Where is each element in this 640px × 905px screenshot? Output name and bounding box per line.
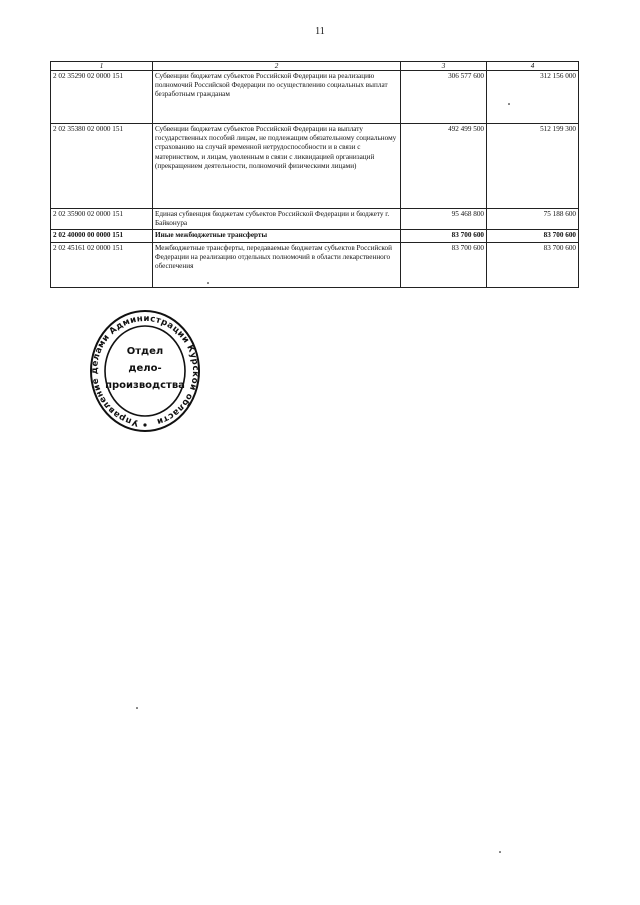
table-row <box>51 71 579 124</box>
scan-speck <box>508 103 510 105</box>
amount-cell: 83 700 600 <box>487 242 579 287</box>
table-row <box>51 124 579 209</box>
table-row <box>51 242 579 287</box>
table-row <box>51 209 579 230</box>
table-header-row <box>51 62 579 71</box>
stamp-line: дело- <box>128 363 162 374</box>
budget-name-cell: Единая субвенция бюджетам субъектов Российской Федерации и бюджету г. Байконура <box>153 209 401 230</box>
amount-cell: 75 188 600 <box>487 209 579 230</box>
budget-code-cell: 2 02 40000 00 0000 151 <box>51 230 153 242</box>
budget-name-cell: Субвенции бюджетам субъектов Российской Федерации на реализацию полномочий Российской Федерации по осуществлению социальных выплат безработным гражданам <box>153 71 401 124</box>
budget-code-cell: 2 02 45161 02 0000 151 <box>51 242 153 287</box>
scan-speck <box>499 851 501 853</box>
budget-name-cell: Иные межбюджетные трансферты <box>153 230 401 242</box>
amount-cell: 83 700 600 <box>487 230 579 242</box>
column-header: 4 <box>487 62 579 71</box>
amount-cell: 83 700 600 <box>401 242 487 287</box>
budget-table <box>50 61 579 288</box>
amount-cell: 492 499 500 <box>401 124 487 209</box>
stamp-line: Отдел <box>126 346 164 357</box>
amount-cell: 83 700 600 <box>401 230 487 242</box>
budget-code-cell: 2 02 35900 02 0000 151 <box>51 209 153 230</box>
budget-code-cell: 2 02 35290 02 0000 151 <box>51 71 153 124</box>
table-row-total <box>51 230 579 242</box>
budget-name-cell: Субвенции бюджетам субъектов Российской Федерации на выплату государственных пособий лицам, не подлежащим обязательному социальному страхованию на случай временной нетрудоспособности и в связи с материнством, и лицам, уволенным в связи с ликвидацией организаций (прекращением деятельности, полномочий физическими лицами) <box>153 124 401 209</box>
stamp-line: производства <box>105 380 185 391</box>
budget-code-cell: 2 02 35380 02 0000 151 <box>51 124 153 209</box>
amount-cell: 312 156 000 <box>487 71 579 124</box>
page-number: 11 <box>315 26 325 37</box>
column-header: 2 <box>153 62 401 71</box>
column-header: 1 <box>51 62 153 71</box>
department-stamp <box>89 309 201 437</box>
column-header: 3 <box>401 62 487 71</box>
amount-cell: 306 577 600 <box>401 71 487 124</box>
amount-cell: 512 199 300 <box>487 124 579 209</box>
stamp-ring-text: Управление делами Администрации Курской области <box>90 313 201 428</box>
amount-cell: 95 468 800 <box>401 209 487 230</box>
stamp-center-text <box>89 343 201 394</box>
scan-speck <box>207 282 209 284</box>
budget-name-cell: Межбюджетные трансферты, передаваемые бюджетам субъектов Российской Федерации на реализацию отдельных полномочий в области лекарственного обеспечения <box>153 242 401 287</box>
scan-speck <box>136 707 138 709</box>
